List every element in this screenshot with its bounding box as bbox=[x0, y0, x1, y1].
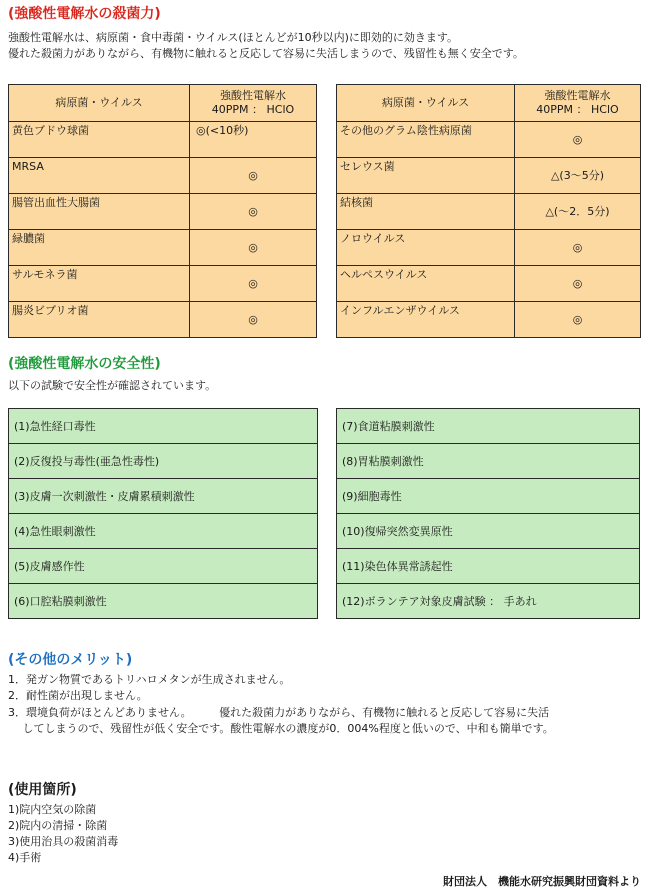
safety-table-left bbox=[8, 408, 318, 619]
efficacy-mark: ◎ bbox=[515, 302, 641, 338]
efficacy-mark: ◎ bbox=[190, 230, 317, 266]
list-item bbox=[9, 549, 318, 584]
efficacy-mark: ◎ bbox=[190, 158, 317, 194]
list-item bbox=[337, 584, 640, 619]
table-row bbox=[9, 266, 317, 302]
merit-line: 3．環境負荷がほとんどありません。 優れた殺菌力がありながら、有機物に触れると反応して容易に失活 bbox=[8, 706, 550, 719]
safety-test-item: (9)細胞毒性 bbox=[337, 479, 640, 514]
bactericidal-intro-line-1: 強酸性電解水は、病原菌・食中毒菌・ウイルス(ほとんどが10秒以内)に即効的に効きます。 bbox=[8, 31, 459, 44]
usage-heading: (使用箇所) bbox=[8, 782, 77, 798]
table-header-water: 強酸性電解水 40PPM ： HClO bbox=[515, 85, 641, 122]
table-header-water: 強酸性電解水 40PPM ： HClO bbox=[190, 85, 317, 122]
bacteria-table-right bbox=[336, 84, 641, 338]
source-credit: 財団法人 機能水研究振興財団資料より bbox=[443, 875, 641, 888]
list-item bbox=[9, 479, 318, 514]
table-row bbox=[337, 194, 641, 230]
pathogen-name: 腸管出血性大腸菌 bbox=[9, 194, 190, 230]
pathogen-name: サルモネラ菌 bbox=[9, 266, 190, 302]
merit-line: してしまうので、残留性が低く安全です。酸性電解水の濃度が0．004%程度と低いので、中和も簡単です。 bbox=[8, 722, 554, 735]
safety-test-item: (7)食道粘膜刺激性 bbox=[337, 409, 640, 444]
table-row bbox=[9, 122, 317, 158]
table-row bbox=[337, 266, 641, 302]
list-item bbox=[337, 549, 640, 584]
list-item bbox=[337, 409, 640, 444]
usage-item: 4)手術 bbox=[8, 851, 42, 864]
table-row bbox=[337, 122, 641, 158]
safety-table-right bbox=[336, 408, 640, 619]
efficacy-mark: ◎ bbox=[515, 266, 641, 302]
safety-test-item: (10)復帰突然変異原性 bbox=[337, 514, 640, 549]
list-item bbox=[9, 514, 318, 549]
pathogen-name: MRSA bbox=[9, 158, 190, 194]
bactericidal-intro-line-2: 優れた殺菌力がありながら、有機物に触れると反応して容易に失活しまうので、残留性も無く安全です。 bbox=[8, 47, 524, 60]
bacteria-table-left bbox=[8, 84, 317, 338]
safety-test-item: (2)反復投与毒性(亜急性毒性) bbox=[9, 444, 318, 479]
list-item bbox=[337, 514, 640, 549]
pathogen-name: 腸炎ビブリオ菌 bbox=[9, 302, 190, 338]
safety-test-item: (3)皮膚一次刺激性・皮膚累積刺激性 bbox=[9, 479, 318, 514]
merits-heading: (その他のメリット) bbox=[8, 652, 133, 668]
safety-intro: 以下の試験で安全性が確認されています。 bbox=[8, 379, 217, 392]
usage-item: 3)使用治具の殺菌消毒 bbox=[8, 835, 119, 848]
efficacy-mark: △(3～5分) bbox=[515, 158, 641, 194]
pathogen-name: 緑膿菌 bbox=[9, 230, 190, 266]
pathogen-name: 黄色ブドウ球菌 bbox=[9, 122, 190, 158]
list-item bbox=[337, 479, 640, 514]
pathogen-name: その他のグラム陰性病原菌 bbox=[337, 122, 515, 158]
efficacy-mark: ◎ bbox=[190, 302, 317, 338]
table-row bbox=[9, 194, 317, 230]
list-item bbox=[9, 584, 318, 619]
pathogen-name: 結核菌 bbox=[337, 194, 515, 230]
table-row bbox=[337, 158, 641, 194]
safety-test-item: (4)急性眼刺激性 bbox=[9, 514, 318, 549]
efficacy-mark: △(～2．5分) bbox=[515, 194, 641, 230]
safety-test-item: (6)口腔粘膜刺激性 bbox=[9, 584, 318, 619]
efficacy-mark: ◎ bbox=[515, 122, 641, 158]
pathogen-name: セレウス菌 bbox=[337, 158, 515, 194]
efficacy-mark: ◎ bbox=[190, 266, 317, 302]
pathogen-name: ノロウイルス bbox=[337, 230, 515, 266]
table-row bbox=[9, 158, 317, 194]
safety-test-item: (5)皮膚感作性 bbox=[9, 549, 318, 584]
merit-line: 1．発ガン物質であるトリハロメタンが生成されません。 bbox=[8, 673, 291, 686]
list-item bbox=[337, 444, 640, 479]
efficacy-mark: ◎(<10秒) bbox=[190, 122, 317, 158]
safety-test-item: (12)ボランテア対象皮膚試験 ： 手あれ bbox=[337, 584, 640, 619]
pathogen-name: インフルエンザウイルス bbox=[337, 302, 515, 338]
table-header-pathogen: 病原菌・ウイルス bbox=[9, 85, 190, 122]
efficacy-mark: ◎ bbox=[190, 194, 317, 230]
list-item bbox=[9, 409, 318, 444]
table-row bbox=[337, 302, 641, 338]
usage-item: 1)院内空気の除菌 bbox=[8, 803, 97, 816]
pathogen-name: ヘルペスウイルス bbox=[337, 266, 515, 302]
list-item bbox=[9, 444, 318, 479]
usage-item: 2)院内の清掃・除菌 bbox=[8, 819, 108, 832]
merit-line: 2．耐性菌が出現しません。 bbox=[8, 689, 148, 702]
table-row bbox=[9, 302, 317, 338]
table-row bbox=[337, 230, 641, 266]
bactericidal-heading: (強酸性電解水の殺菌力) bbox=[8, 6, 161, 22]
safety-heading: (強酸性電解水の安全性) bbox=[8, 356, 161, 372]
table-header-pathogen: 病原菌・ウイルス bbox=[337, 85, 515, 122]
safety-test-item: (11)染色体異常誘起性 bbox=[337, 549, 640, 584]
table-row bbox=[9, 230, 317, 266]
safety-test-item: (1)急性経口毒性 bbox=[9, 409, 318, 444]
efficacy-mark: ◎ bbox=[515, 230, 641, 266]
safety-test-item: (8)胃粘膜刺激性 bbox=[337, 444, 640, 479]
